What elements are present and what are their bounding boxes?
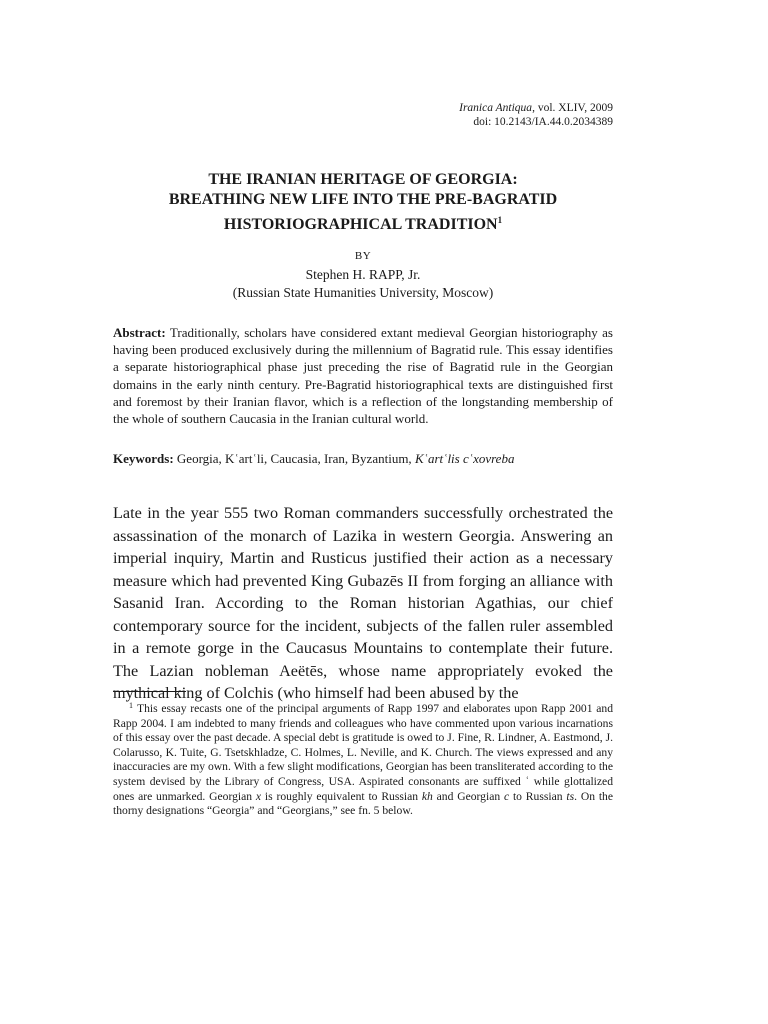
journal-volume: , vol. XLIV, 2009 <box>532 102 613 114</box>
footnote-text-5: . On the thorny designations “Georgia” and “Georgians,” see fn. 5 below. <box>113 789 613 818</box>
title-line-3 <box>113 210 613 235</box>
author-name: Stephen H. RAPP, Jr. <box>305 267 421 282</box>
footnote-text-2: is roughly equivalent to Russian <box>261 789 422 803</box>
journal-reference <box>213 101 613 129</box>
doi: doi: 10.2143/IA.44.0.2034389 <box>473 116 613 128</box>
footnote-x: x <box>255 789 262 803</box>
abstract-text: Traditionally, scholars have considered extant medieval Georgian historiography as having been produced exclusively during the millennium of Bagratid rule. This essay identifies a separate historiographical phase just preceding the rise of Bagratid rule in the Georgian domains in the early ninth century. Pre-Bagratid historiographical texts are distinguished first and foremost by their Iranian flavor, which is a reflection of the longstanding membership of the whole of southern Caucasia in the Iranian cultural world. <box>113 325 613 427</box>
title-footnote-mark[interactable]: 1 <box>497 215 503 225</box>
journal-name: Iranica Antiqua <box>459 102 533 114</box>
by-label: BY <box>354 250 372 262</box>
journal-citation <box>213 101 613 115</box>
keywords <box>113 450 613 467</box>
paper-title <box>113 170 613 235</box>
footnote-kh: kh <box>421 789 433 803</box>
title-line-1: THE IRANIAN HERITAGE OF GEORGIA: <box>208 171 518 188</box>
title-line-2: BREATHING NEW LIFE INTO THE PRE-BAGRATID <box>168 191 558 208</box>
footnote-1 <box>113 699 613 819</box>
footnote-text-3: and Georgian <box>432 789 504 803</box>
title-line-3-text: HISTORIOGRAPHICAL TRADITION <box>223 216 498 233</box>
abstract-label: Abstract: <box>113 325 166 340</box>
keywords-italic: Kʿartʿlis cʿxovreba <box>414 451 515 466</box>
abstract <box>113 324 613 427</box>
footnote-mark: 1 <box>129 701 133 710</box>
body-paragraph: Late in the year 555 two Roman commanders successfully orchestrated the assassination of the monarch of Lazika in western Georgia. Answering an imperial inquiry, Martin and Rusticus justified their action as a necessary measure which had prevented King Gubazēs II from forging an alliance with Sasanid Iran. According to the Roman historian Agathias, our chief contemporary source for the incident, subjects of the fallen ruler assembled in a remote gorge in the Caucasus Mountains to contemplate their future. The Lazian nobleman Aeëtēs, whose name appropriately evoked the mythical king of Colchis (who himself had been abused by the <box>113 504 613 702</box>
footnote-text-1: This essay recasts one of the principal arguments of Rapp 1997 and elaborates upon Rapp 2001 and Rapp 2004. I am indebted to many friends and colleagues who have commented upon various incarnations of this essay over the past decade. A special debt is gratitude is owed to J. Fine, R. Lindner, A. Eastmond, J. Colarusso, K. Tuite, G. Tsetskhladze, C. Holmes, L. Neville, and K. Church. The views expressed and any inaccuracies are my own. With a few slight modifications, Georgian has been transliterated according to the system devised by the Library of Congress, USA. Aspirated consonants are suffixed ʿ while glottalized ones are unmarked. Georgian <box>113 702 613 803</box>
keywords-label: Keywords: <box>113 451 174 466</box>
footnote-text-4: to Russian <box>509 789 567 803</box>
paper-page <box>113 0 613 1024</box>
keywords-list: Georgia, Kʿartʿli, Caucasia, Iran, Byzantium, <box>173 451 415 466</box>
author-block <box>113 266 613 302</box>
footnote-c: c <box>503 789 510 803</box>
author-affiliation: (Russian State Humanities University, Moscow) <box>232 285 494 300</box>
footnote-divider <box>113 691 186 692</box>
footnote-ts: ts <box>566 789 575 803</box>
